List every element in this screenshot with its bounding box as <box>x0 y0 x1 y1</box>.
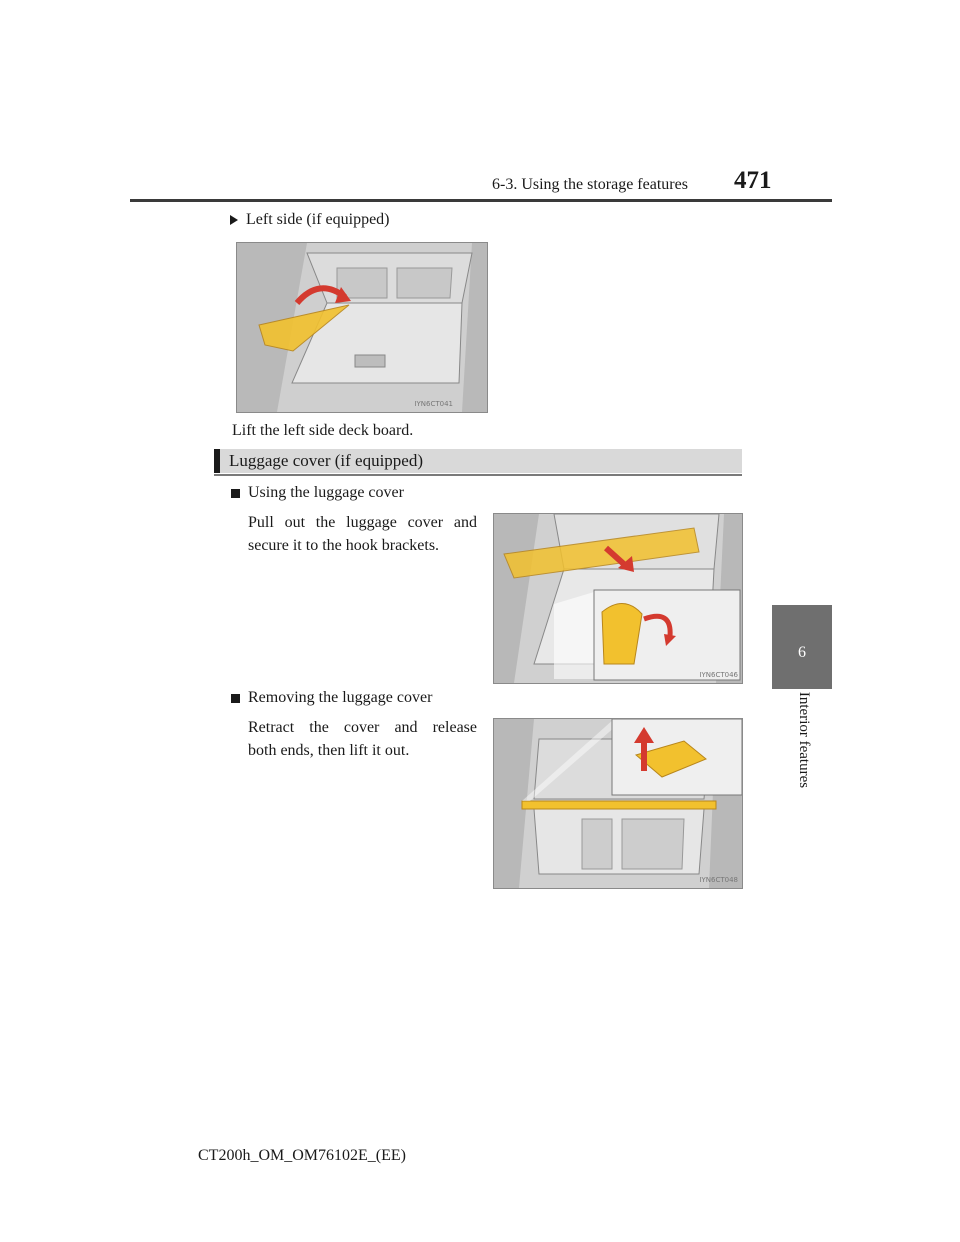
section-title: 6-3. Using the storage features <box>492 176 688 193</box>
using-cover-line-2: secure it to the hook brackets. <box>248 537 440 554</box>
document-code: CT200h_OM_OM76102E_(EE) <box>198 1147 406 1164</box>
removing-cover-line-2: both ends, then lift it out. <box>248 742 410 759</box>
figure-code: IYN6CT046 <box>699 671 738 679</box>
left-side-caption: Lift the left side deck board. <box>232 422 414 439</box>
using-cover-line-1: Pull out the luggage cover and <box>248 514 477 531</box>
header-rule <box>130 199 832 202</box>
removing-cover-illustration <box>494 719 742 888</box>
using-cover-illustration <box>494 514 742 683</box>
section-heading: Luggage cover (if equipped) <box>229 451 423 470</box>
using-cover-bullet-text: Using the luggage cover <box>248 484 404 501</box>
using-cover-figure <box>493 513 743 684</box>
chapter-number: 6 <box>798 644 806 661</box>
chapter-label: Interior features <box>796 691 812 789</box>
square-bullet-icon <box>231 489 240 498</box>
removing-cover-bullet <box>231 689 432 707</box>
left-deck-board-illustration <box>237 243 487 412</box>
figure-code: IYN6CT048 <box>699 876 738 884</box>
left-side-bullet <box>230 211 390 229</box>
removing-cover-bullet-text: Removing the luggage cover <box>248 689 433 706</box>
left-deck-board-figure <box>236 242 488 413</box>
square-bullet-icon <box>231 694 240 703</box>
figure-code: IYN6CT041 <box>414 400 453 408</box>
page-number: 471 <box>734 167 772 194</box>
using-cover-bullet <box>231 484 404 502</box>
section-heading-rule <box>214 474 742 476</box>
section-heading-accent <box>214 449 220 473</box>
removing-cover-figure <box>493 718 743 889</box>
left-side-bullet-text: Left side (if equipped) <box>246 211 390 228</box>
triangle-bullet-icon <box>230 215 238 225</box>
removing-cover-line-1: Retract the cover and release <box>248 719 477 736</box>
